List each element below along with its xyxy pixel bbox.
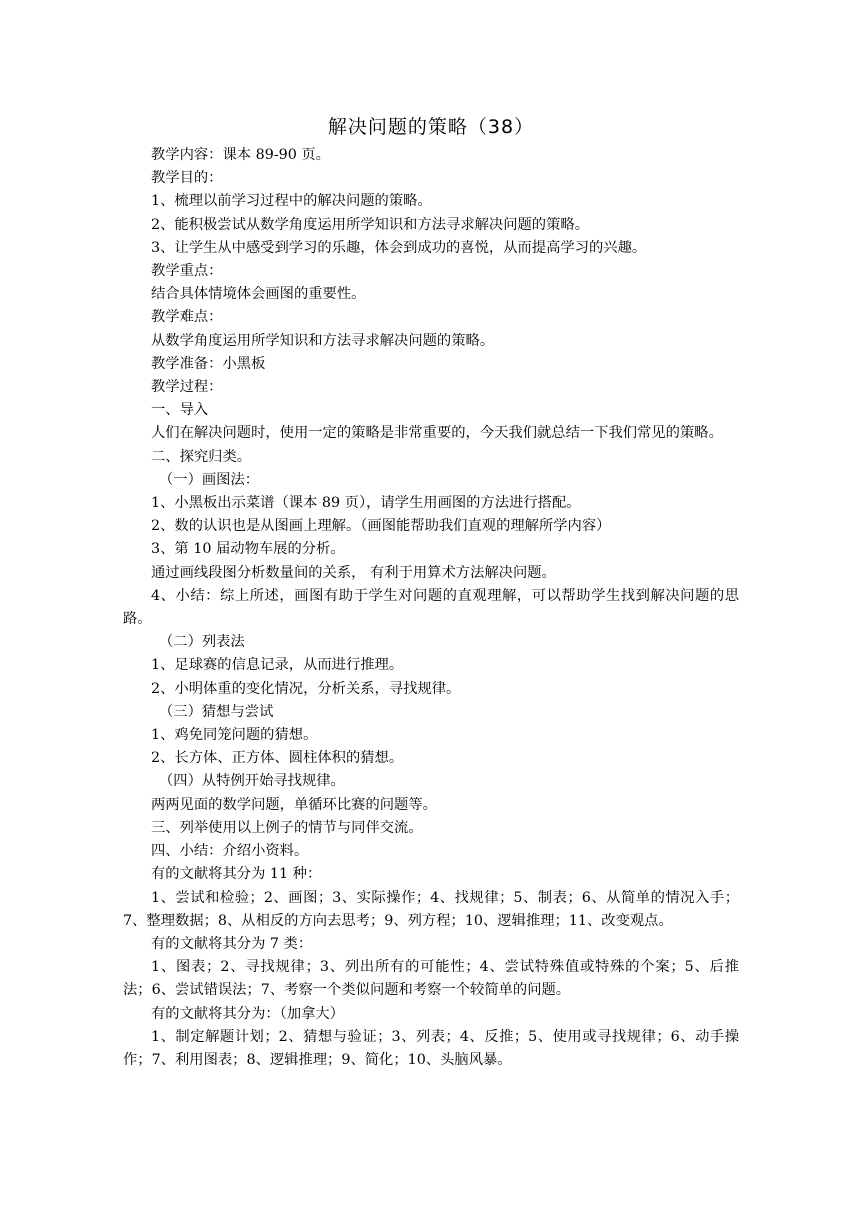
paragraph-line: 1、足球赛的信息记录，从而进行推理。 xyxy=(151,657,404,674)
paragraph-line: 有的文献将其分为：（加拿大） xyxy=(151,1005,345,1022)
paragraph-line: 3、第 10 届动物车展的分析。 xyxy=(151,541,345,558)
paragraph-line: 2、小明体重的变化情况，分析关系，寻找规律。 xyxy=(151,680,461,697)
paragraph-line: 1、梳理以前学习过程中的解决问题的策略。 xyxy=(151,193,432,210)
paragraph-line: （一）画图法： xyxy=(159,471,260,488)
paragraph-line: 三、列举使用以上例子的情节与同伴交流。 xyxy=(151,819,423,836)
paragraph-line: （二）列表法 xyxy=(159,634,245,651)
paragraph-line: 2、数的认识也是从图画上理解。（画图能帮助我们直观的理解所学内容） xyxy=(151,518,611,535)
paragraph-line: 从数学角度运用所学知识和方法寻求解决问题的策略。 xyxy=(151,332,495,349)
paragraph-line: 有的文献将其分为 7 类： xyxy=(151,935,313,952)
paragraph-line: 2、长方体、正方体、圆柱体积的猜想。 xyxy=(151,750,404,767)
paragraph-line: 四、小结：介绍小资料。 xyxy=(151,843,309,860)
paragraph-line: （四）从特例开始寻找规律。 xyxy=(159,773,345,790)
paragraph-line: 4、小结：综上所述，画图有助于学生对问题的直观理解，可以帮助学生找到解决问题的思路。 xyxy=(123,587,739,628)
paragraph-line: 一、导入 xyxy=(151,402,209,419)
paragraph-line: （三）猜想与尝试 xyxy=(159,703,274,720)
paragraph-line: 人们在解决问题时，使用一定的策略是非常重要的，今天我们就总结一下我们常见的策略。 xyxy=(151,425,723,442)
document-title: 解决问题的策略（38） xyxy=(327,116,535,138)
paragraph-line: 教学准备：小黑板 xyxy=(151,355,266,372)
paragraph-line: 1、鸡免同笼问题的猜想。 xyxy=(151,727,318,744)
document-body xyxy=(123,144,739,1072)
paragraph-line: 两两见面的数学问题，单循环比赛的问题等。 xyxy=(151,796,437,813)
paragraph-line: 结合具体情境体会画图的重要性。 xyxy=(151,286,366,303)
paragraph-line: 二、探究归类。 xyxy=(151,448,252,465)
paragraph-line: 1、尝试和检验；2、画图；3、实际操作；4、找规律；5、制表；6、从简单的情况入手；7、整理数据；8、从相反的方向去思考；9、列方程；10、逻辑推理；11、改变观点。 xyxy=(123,889,739,929)
paragraph-line: 教学重点： xyxy=(151,263,223,280)
document-page xyxy=(123,114,739,1072)
paragraph-line: 1、小黑板出示菜谱（课本 89 页），请学生用画图的方法进行搭配。 xyxy=(151,495,581,512)
paragraph-line: 1、制定解题计划；2、猜想与验证；3、列表；4、反推；5、使用或寻找规律；6、动手操作；7、利用图表；8、逻辑推理；9、简化；10、头脑风暴。 xyxy=(123,1028,739,1068)
paragraph-line: 通过画线段图分析数量间的关系， 有利于用算术方法解决问题。 xyxy=(151,564,556,581)
paragraph-line: 2、能积极尝试从数学角度运用所学知识和方法寻求解决问题的策略。 xyxy=(151,216,589,233)
paragraph-line: 有的文献将其分为 11 种： xyxy=(151,866,322,883)
paragraph-line: 教学目的： xyxy=(151,170,223,187)
paragraph-line: 1、图表；2、寻找规律；3、列出所有的可能性；4、尝试特殊值或特殊的个案；5、后推法；6、尝试错误法；7、考察一个类似问题和考察一个较简单的问题。 xyxy=(123,959,739,999)
paragraph-line: 教学过程： xyxy=(151,379,223,396)
paragraph-line: 教学内容：课本 89-90 页。 xyxy=(151,147,330,163)
paragraph-line: 3、让学生从中感受到学习的乐趣，体会到成功的喜悦，从而提高学习的兴趣。 xyxy=(151,239,647,256)
paragraph-line: 教学难点： xyxy=(151,309,223,326)
